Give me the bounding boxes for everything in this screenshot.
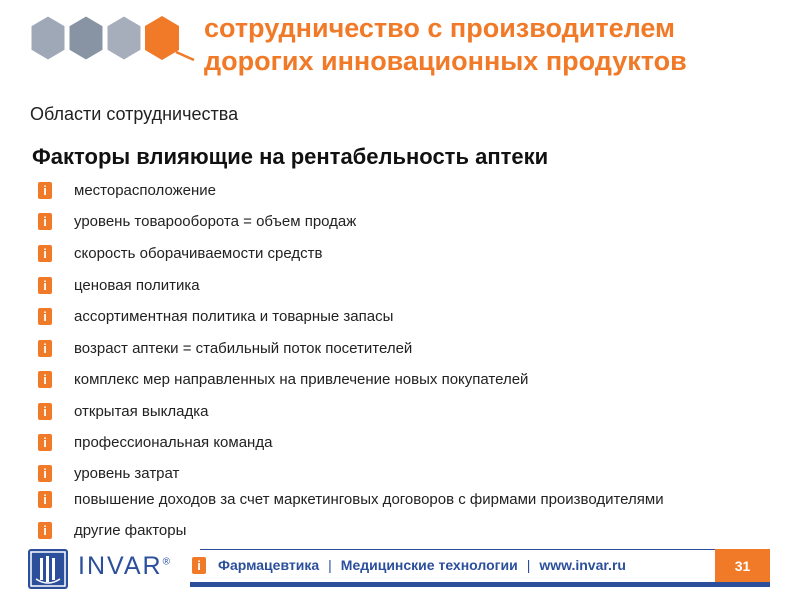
footer-divider xyxy=(200,549,715,550)
info-bullet-icon: i xyxy=(38,277,52,294)
footer-separator: | xyxy=(328,557,332,573)
info-bullet-icon: i xyxy=(38,491,52,508)
info-bullet-icon: i xyxy=(38,213,52,230)
footer-bar xyxy=(190,582,770,587)
info-bullet-icon: i xyxy=(38,465,52,482)
list-item xyxy=(38,520,186,540)
footer-link-pharmaceutics[interactable]: Фармацевтика xyxy=(218,557,320,573)
list-item-text: уровень товарооборота = объем продаж xyxy=(74,212,357,230)
footer-link-website[interactable]: www.invar.ru xyxy=(539,557,626,573)
info-bullet-icon: i xyxy=(38,434,52,451)
title-line-2: дорогих инновационных продуктов xyxy=(204,46,687,76)
list-item-text: месторасположение xyxy=(74,181,216,199)
list-item xyxy=(38,243,322,263)
info-bullet-icon: i xyxy=(38,340,52,357)
list-item-text: ценовая политика xyxy=(74,276,200,294)
info-bullet-icon: i xyxy=(38,522,52,539)
header-hexagon-images xyxy=(28,14,198,62)
title-line-1: сотрудничество с производителем xyxy=(204,13,676,43)
info-bullet-icon: i xyxy=(38,308,52,325)
footer-separator: | xyxy=(526,557,531,573)
section-title: Области сотрудничества xyxy=(30,104,239,124)
list-item xyxy=(38,338,412,358)
list-item-text: скорость оборачиваемости средств xyxy=(74,244,323,262)
footer-link-medical-technologies[interactable]: Медицинские технологии xyxy=(340,557,518,573)
list-item-text: профессиональная команда xyxy=(74,433,273,451)
list-item-text: открытая выкладка xyxy=(74,402,209,420)
footer-info-icon: i xyxy=(192,557,206,574)
list-item xyxy=(38,369,528,389)
list-item xyxy=(38,463,179,483)
list-item xyxy=(38,306,393,326)
logo-text: INVAR® xyxy=(78,552,172,580)
list-item-text: повышение доходов за счет маркетинговых договоров с фирмами производителями xyxy=(74,490,664,508)
info-bullet-icon: i xyxy=(38,371,52,388)
list-item xyxy=(38,401,208,421)
invar-logo xyxy=(28,549,178,589)
slide-heading: Факторы влияющие на рентабельность аптеки xyxy=(32,144,549,169)
list-item xyxy=(38,489,664,509)
page-number: 31 xyxy=(715,549,770,582)
list-item xyxy=(38,180,216,200)
list-item xyxy=(38,211,356,231)
info-bullet-icon: i xyxy=(38,182,52,199)
logo-mark-icon xyxy=(28,549,68,589)
list-item-text: уровень затрат xyxy=(74,464,180,482)
list-item xyxy=(38,275,200,295)
page-title xyxy=(204,12,687,78)
info-bullet-icon: i xyxy=(38,245,52,262)
info-bullet-icon: i xyxy=(38,403,52,420)
list-item-text: ассортиментная политика и товарные запасы xyxy=(74,307,394,325)
list-item-text: комплекс мер направленных на привлечение новых покупателей xyxy=(74,370,529,388)
logo-registered-mark: ® xyxy=(162,556,172,568)
footer-nav xyxy=(218,557,626,573)
list-item-text: другие факторы xyxy=(74,521,187,539)
list-item-text: возраст аптеки = стабильный поток посетителей xyxy=(74,339,413,357)
list-item xyxy=(38,432,272,452)
